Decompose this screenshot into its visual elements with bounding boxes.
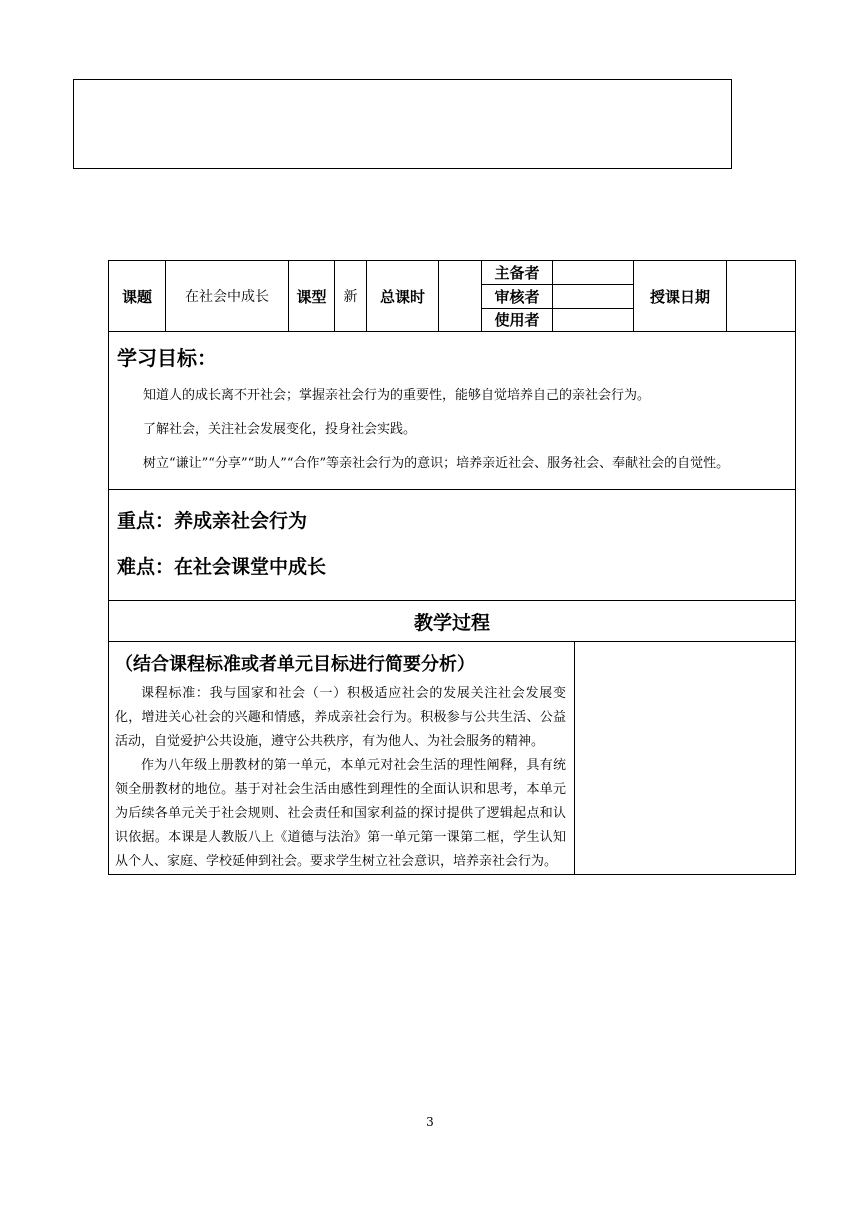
roles-column <box>482 261 553 331</box>
top-empty-box <box>73 79 732 169</box>
key-point: 重点：养成亲社会行为 <box>117 510 308 532</box>
objective-item: 了解社会，关注社会发展变化，投身社会实践。 <box>143 422 417 437</box>
objective-item: 树立“谦让”“分享”“助人”“合作”等亲社会行为的意识；培养亲近社会、服务社会、奉献社会的自觉性。 <box>143 456 730 471</box>
date-label: 授课日期 <box>634 261 727 331</box>
process-title: 教学过程 <box>109 601 795 642</box>
page-number: 3 <box>426 1115 434 1129</box>
objectives-section <box>109 332 795 490</box>
key-points-section <box>109 490 795 601</box>
total-hours-label: 总课时 <box>367 261 439 331</box>
lesson-plan-table <box>108 260 796 875</box>
header-row <box>109 261 795 332</box>
analysis-paragraph: 作为八年级上册教材的第一单元，本单元对社会生活的理性阐释，具有统领全册教材的地位。基于对社会生活由感性到理性的全面认识和思考，本单元为后续各单元关于社会规则、社会责任和国家利益的探讨提供了逻辑起点和认识依据。本课是人教版八上《道德与法治》第一单元第一课第二框，学生认知从个人、家庭、学校延伸到社会。要求学生树立社会意识，培养亲社会行为。 <box>115 758 566 869</box>
role-value-cell <box>553 308 633 331</box>
role-reviewer: 审核者 <box>482 284 552 307</box>
role-user: 使用者 <box>482 308 552 331</box>
objective-item: 知道人的成长离不开社会；掌握亲社会行为的重要性，能够自觉培养自己的亲社会行为。 <box>143 388 651 403</box>
role-value-cell <box>553 261 633 284</box>
role-chief-preparer: 主备者 <box>494 264 540 283</box>
date-value <box>727 261 796 331</box>
analysis-notes-cell <box>575 642 795 874</box>
roles-value-column <box>553 261 634 331</box>
total-hours-value <box>439 261 482 331</box>
objectives-heading: 学习目标： <box>117 346 217 370</box>
type-value: 新 <box>335 261 367 331</box>
topic-label: 课题 <box>109 261 166 331</box>
role-value-cell <box>553 284 633 307</box>
topic-value: 在社会中成长 <box>166 261 289 331</box>
analysis-row <box>109 642 795 874</box>
type-label: 课型 <box>289 261 335 331</box>
analysis-paragraph: 课程标准：我与国家和社会（一）积极适应社会的发展关注社会发展变化，增进关心社会的兴趣和情感，养成亲社会行为。积极参与公共生活、公益活动，自觉爱护公共设施，遵守公共秩序，有为他人、为社会服务的精神。 <box>115 686 566 749</box>
difficult-point: 难点：在社会课堂中成长 <box>117 556 327 578</box>
analysis-cell <box>109 642 575 874</box>
analysis-heading: （结合课程标准或者单元目标进行简要分析） <box>115 654 475 675</box>
